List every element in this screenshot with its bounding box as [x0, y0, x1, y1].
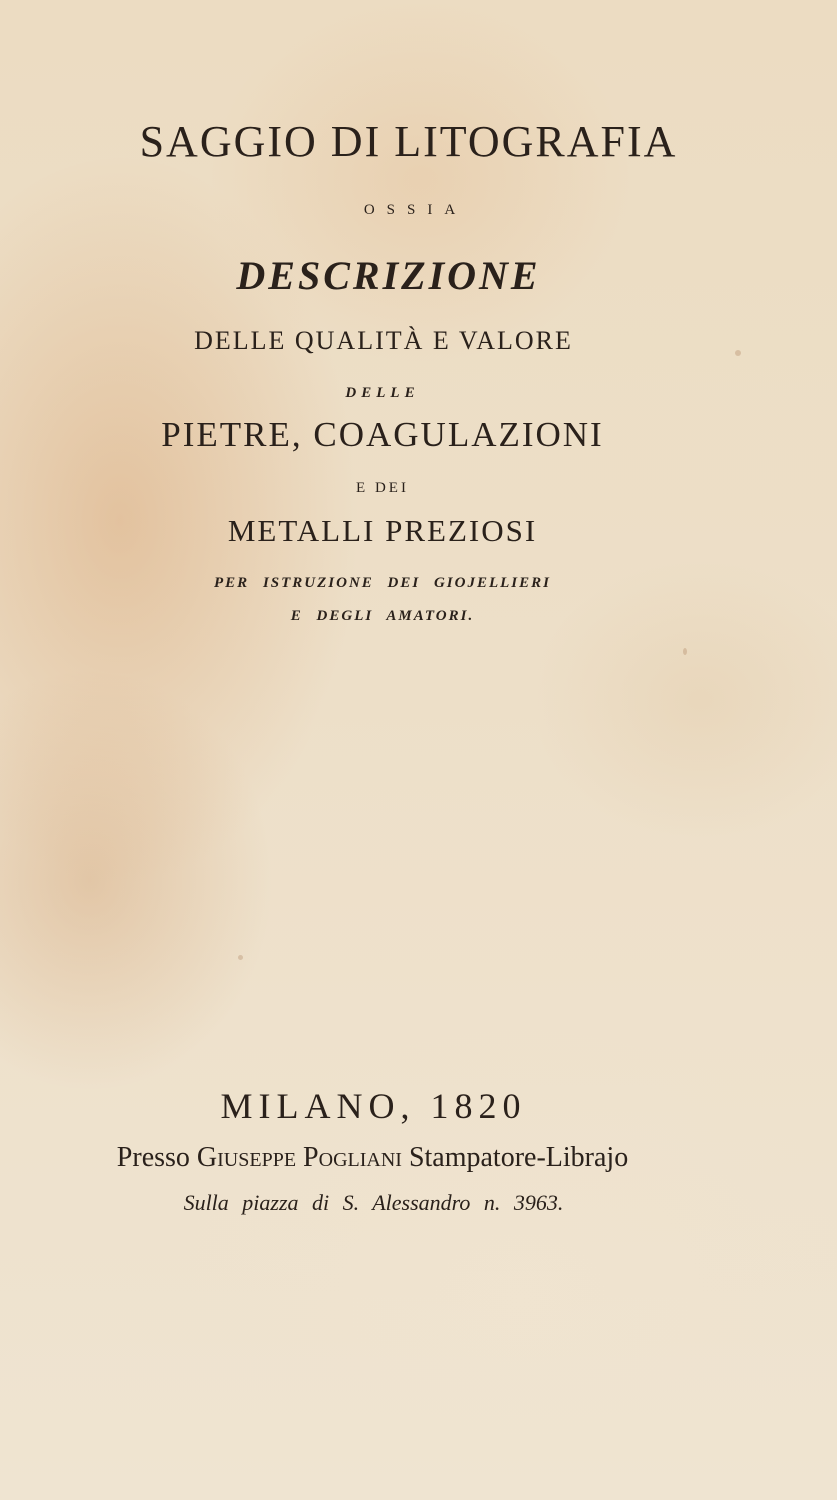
line-pietre: PIETRE, COAGULAZIONI — [161, 415, 604, 454]
imprint-printer-role: Stampatore-Librajo — [408, 1142, 629, 1173]
line-qualita: DELLE QUALITÀ E VALORE — [194, 326, 573, 355]
line-istruzione: PER ISTRUZIONE DEI GIOJELLIERI — [214, 575, 551, 591]
imprint-printer-name: Giuseppe Pogliani — [196, 1142, 402, 1173]
subtitle-descrizione: DESCRIZIONE — [236, 253, 541, 298]
line-e-dei: E DEI — [356, 480, 409, 496]
imprint-printer — [0, 1142, 791, 1174]
line-metalli: METALLI PREZIOSI — [227, 513, 538, 548]
imprint-address: Sulla piazza di S. Alessandro n. 3963. — [183, 1190, 564, 1215]
line-amatori: E DEGLI AMATORI. — [290, 608, 475, 624]
connector-ossia: OSSIA — [363, 202, 468, 218]
foxing-spot — [238, 955, 243, 960]
book-title: SAGGIO DI LITOGRAFIA — [139, 117, 678, 166]
foxing-spot — [683, 648, 687, 655]
line-delle: DELLE — [345, 385, 420, 401]
imprint-place-year: MILANO, 1820 — [220, 1086, 527, 1126]
imprint-presso: Presso — [116, 1142, 190, 1173]
